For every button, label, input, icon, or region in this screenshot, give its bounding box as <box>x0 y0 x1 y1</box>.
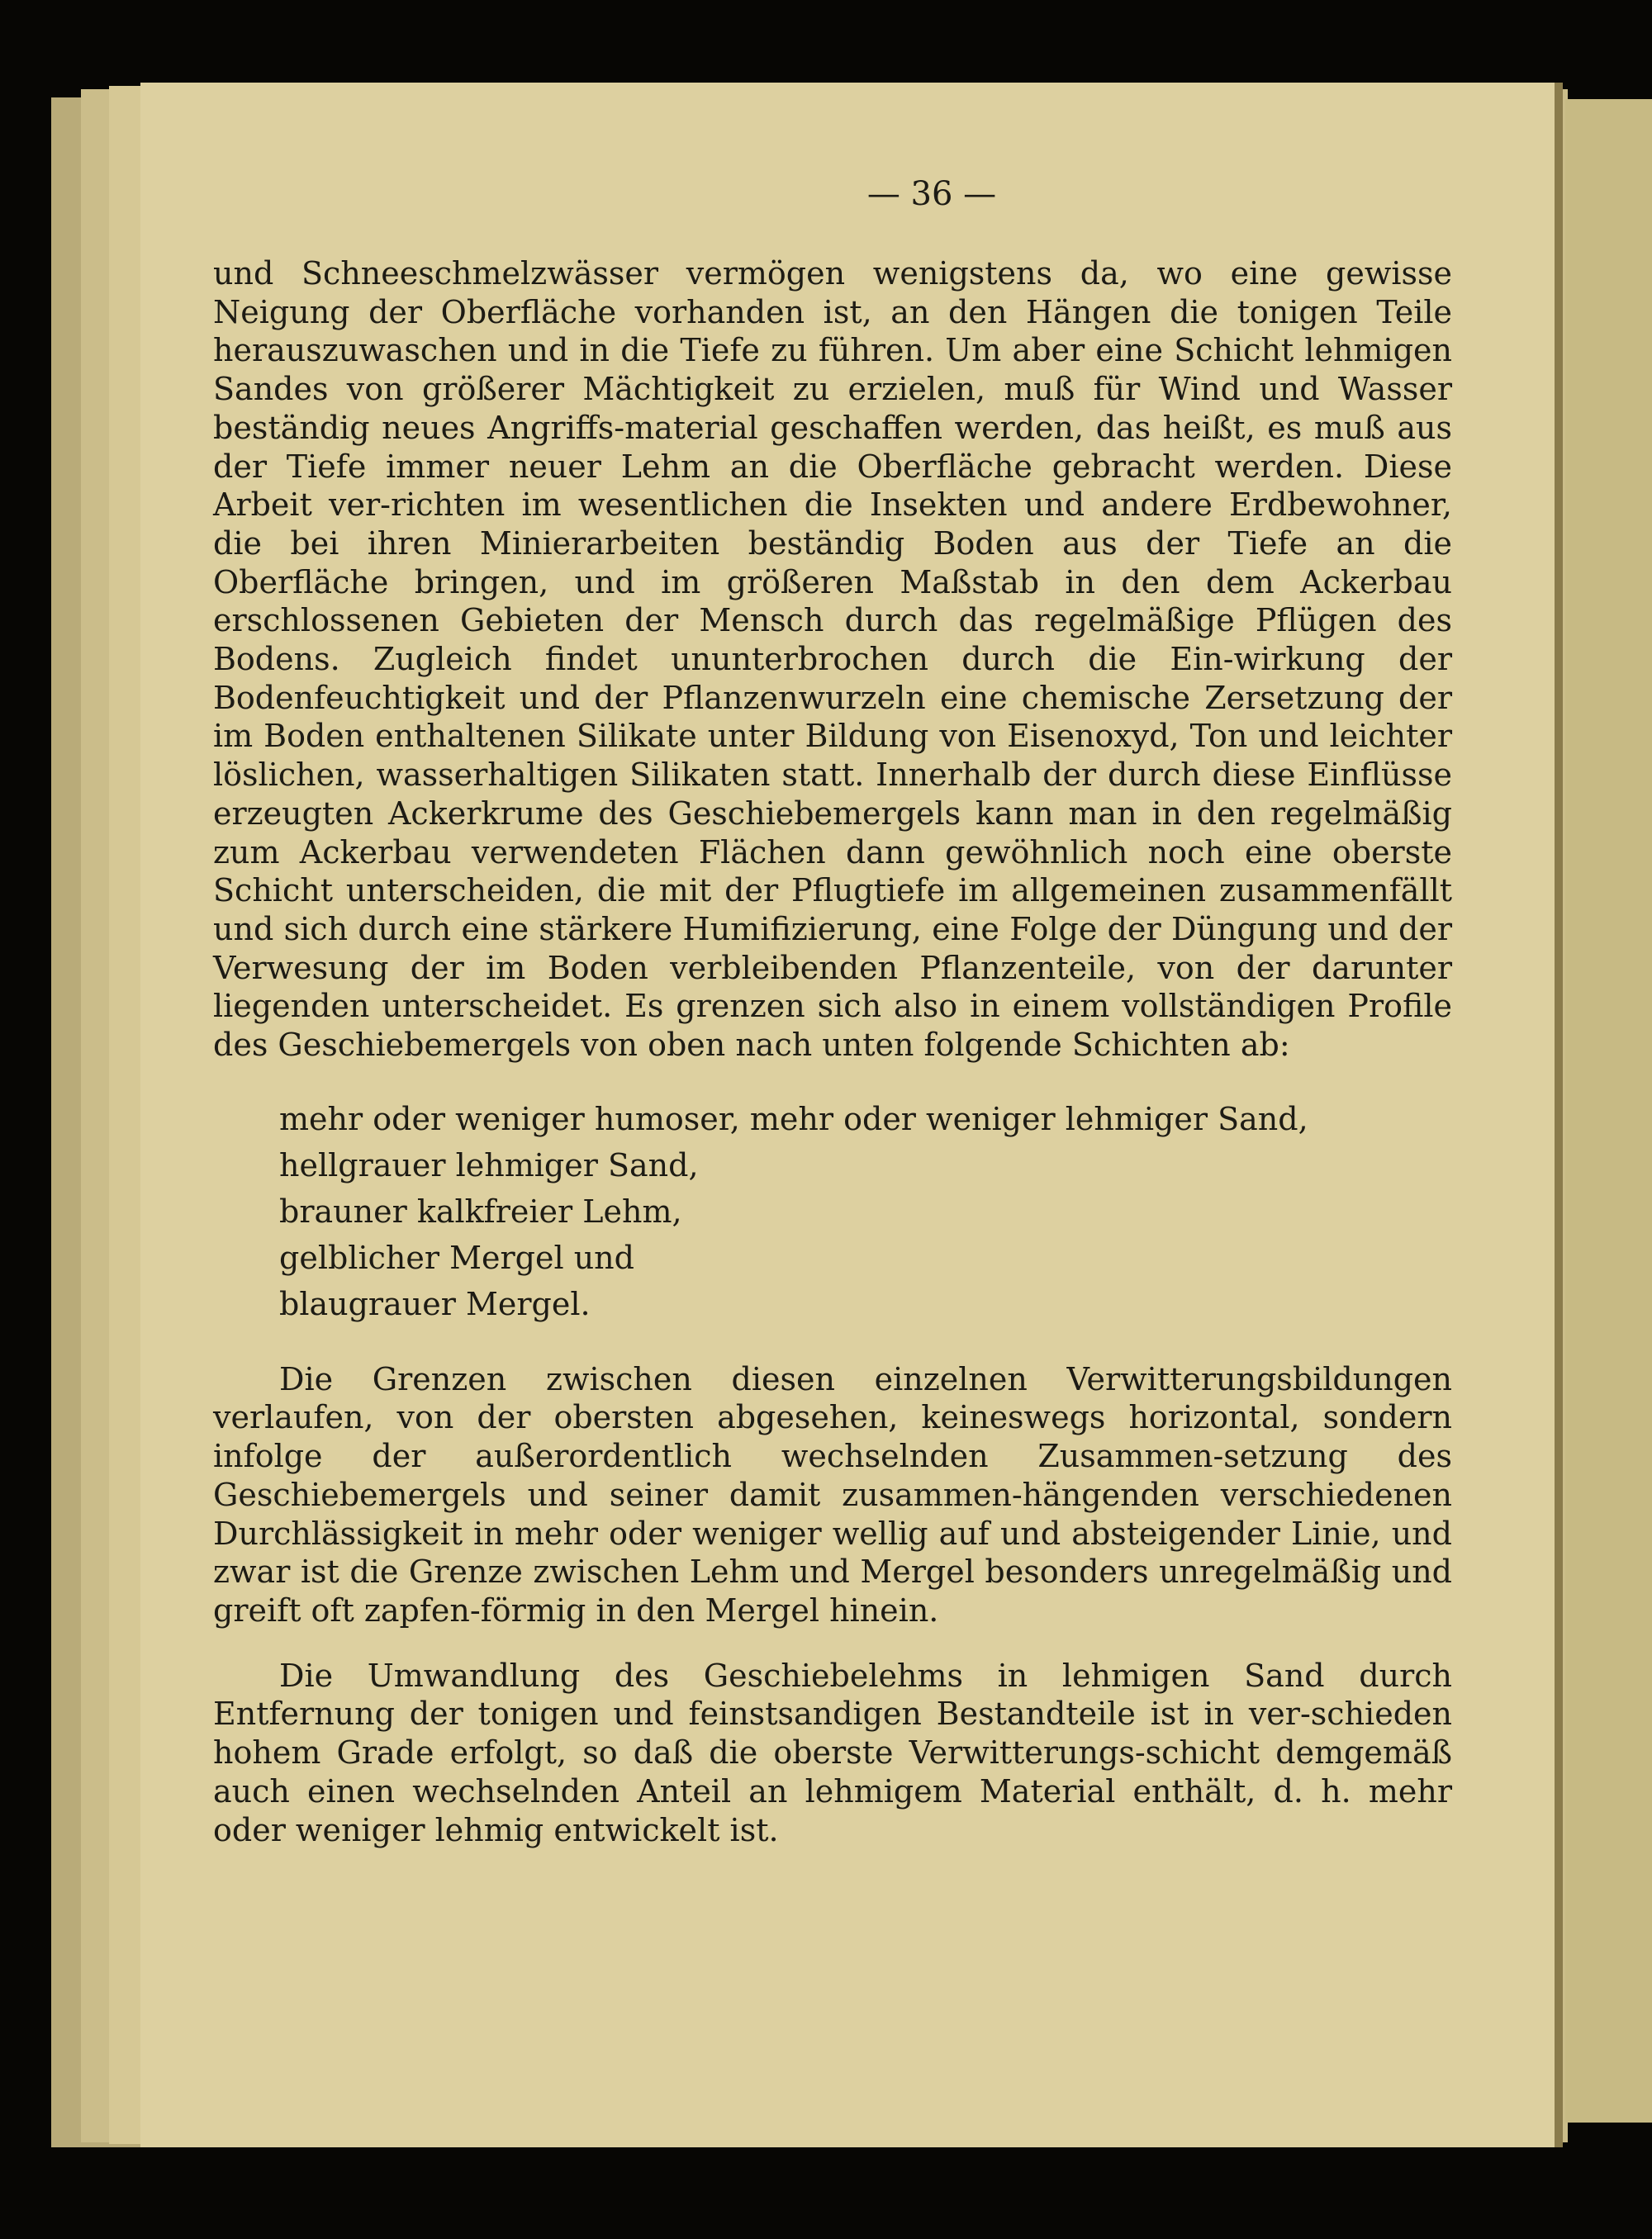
layer-item: hellgrauer lehmiger Sand, <box>279 1146 699 1184</box>
layer-item: blaugrauer Mergel. <box>279 1285 591 1322</box>
page-content <box>213 155 1452 1849</box>
next-page-edge <box>1565 99 1652 2123</box>
paragraph-3: Die Umwandlung des Geschiebelehms in lehmigen Sand durch Entfernung der tonigen und feinstsandigen Bestandteile ist in ver-schieden hohem Grade erfolgt, so daß die oberste Verwitterungs-schicht demgemäß auch einen wechselnden Anteil an lehmigem Material enthält, d. h. mehr oder weniger lehmig entwickelt ist. <box>213 1657 1452 1848</box>
paragraph-2: Die Grenzen zwischen diesen einzelnen Verwitterungsbildungen verlaufen, von der obersten abgesehen, keineswegs horizontal, sondern infolge der außerordentlich wechselnden Zusammen-setzung des Geschiebemergels und seiner damit zusammen-hängenden verschiedenen Durchlässigkeit in mehr oder weniger wellig auf und absteigender Linie, und zwar ist die Grenze zwischen Lehm und Mergel besonders unregelmäßig und greift oft zapfen-förmig in den Mergel hinein. <box>213 1360 1452 1629</box>
paragraph-1: und Schneeschmelzwässer vermögen wenigstens da, wo eine gewisse Neigung der Oberfläche vorhanden ist, an den Hängen die tonigen Teile herauszuwaschen und in die Tiefe zu führen. Um aber eine Schicht lehmigen Sandes von größerer Mächtigkeit zu erzielen, muß für Wind und Wasser beständig neues Angriffs-material geschaffen werden, das heißt, es muß aus der Tiefe immer neuer Lehm an die Oberfläche gebracht werden. Diese Arbeit ver-richten im wesentlichen die Insekten und andere Erdbewohner, die bei ihren Minierarbeiten beständig Boden aus der Tiefe an die Oberfläche bringen, und im größeren Maßstab in den dem Ackerbau erschlossenen Gebieten der Mensch durch das regelmäßige Pflügen des Bodens. Zugleich findet ununterbrochen durch die Ein-wirkung der Bodenfeuchtigkeit und der Pflanzenwurzeln eine chemische Zersetzung der im Boden enthaltenen Silikate unter Bildung von Eisenoxyd, Ton und leichter löslichen, wasserhaltigen Silikaten statt. Innerhalb der durch diese Einflüsse erzeugten Ackerkrume des Geschiebemergels kann man in den regelmäßig zum Ackerbau verwendeten Flächen dann gewöhnlich noch eine oberste Schicht unterscheiden, die mit der Pflugtiefe im allgemeinen zusammenfällt und sich durch eine stärkere Humifizierung, eine Folge der Düngung und der Verwesung der im Boden verbleibenden Pflanzenteile, von der darunter liegenden unterscheidet. Es grenzen sich also in einem vollständigen Profile des Geschiebemergels von oben nach unten folgende Schichten ab: <box>213 255 1452 1064</box>
soil-layer-list <box>213 1096 1452 1327</box>
page-number: — 36 — <box>866 175 997 213</box>
layer-item: mehr oder weniger humoser, mehr oder weniger lehmiger Sand, <box>279 1100 1308 1137</box>
layer-item: gelblicher Mergel und <box>279 1239 634 1276</box>
layer-item: brauner kalkfreier Lehm, <box>279 1193 682 1230</box>
